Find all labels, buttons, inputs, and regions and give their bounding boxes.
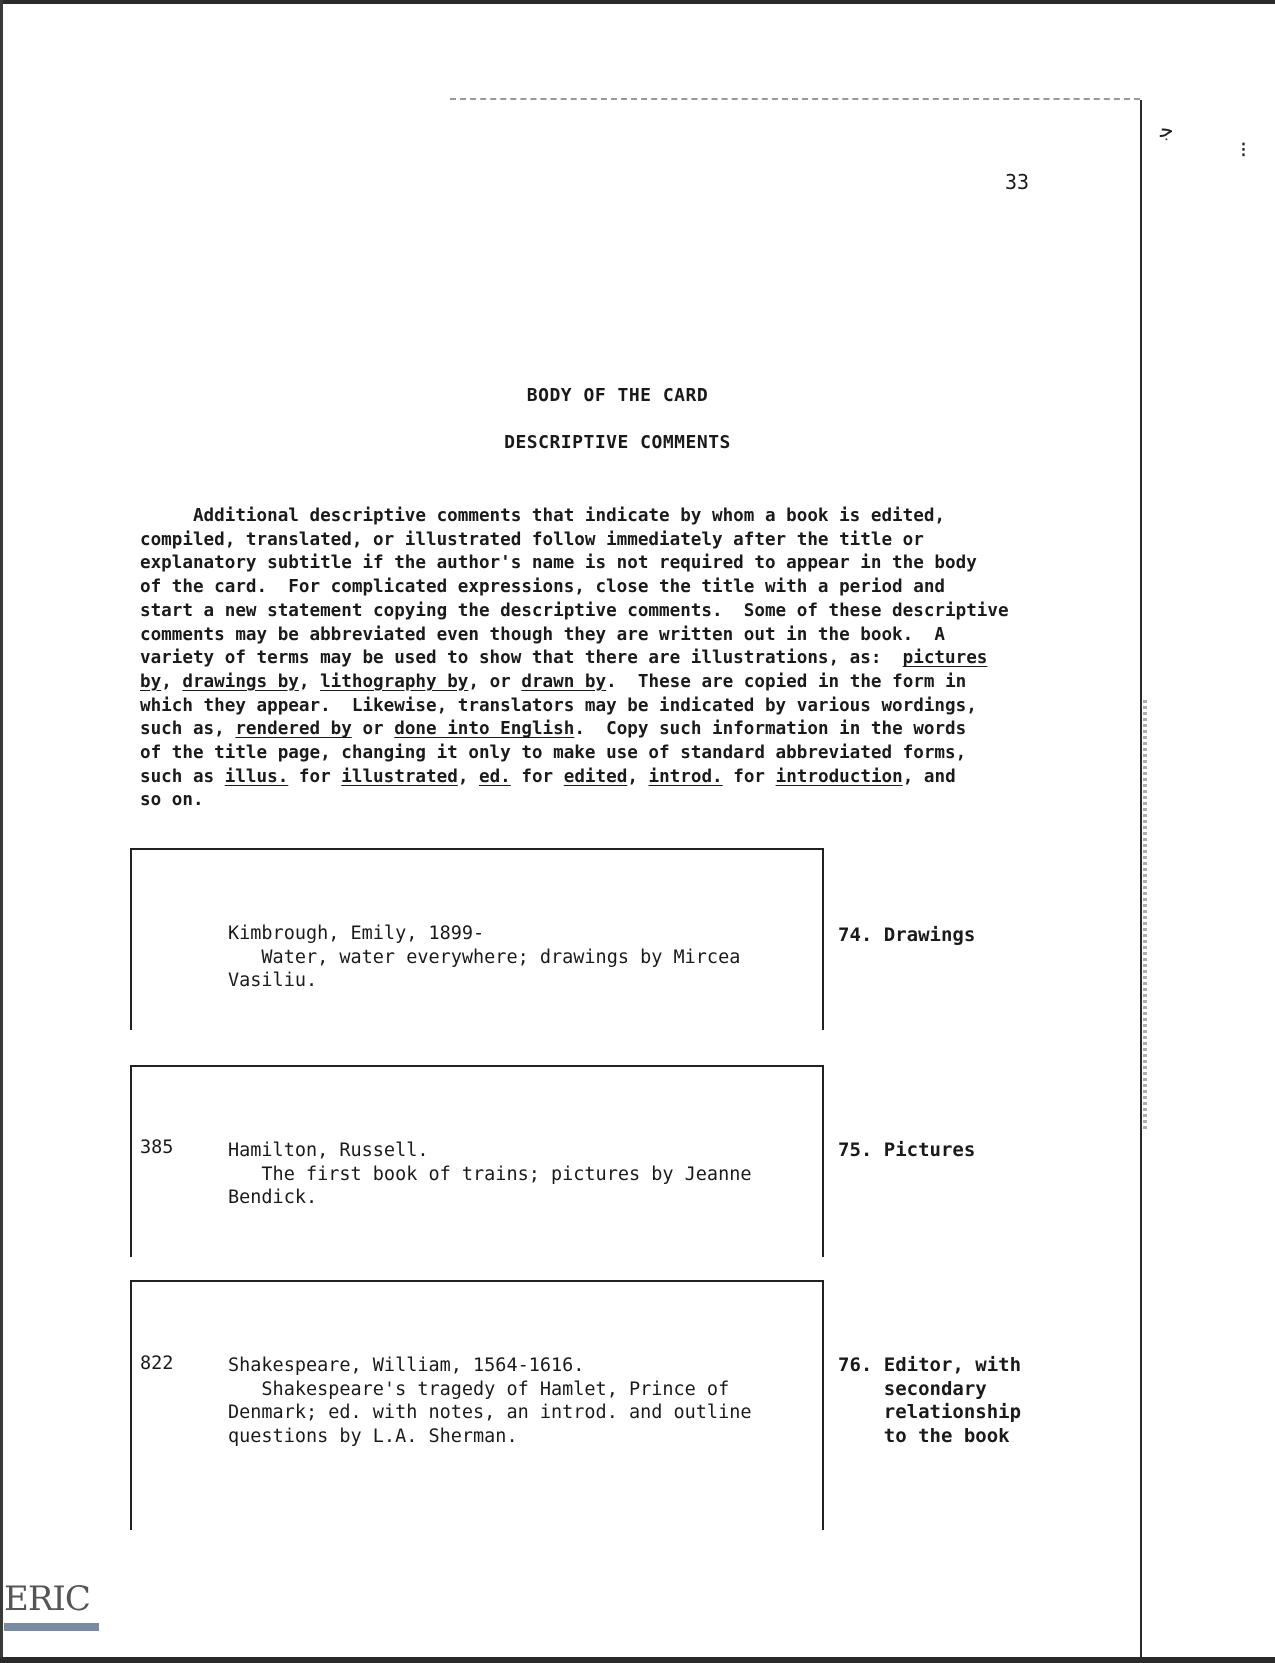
scan-mark: ﺟ xyxy=(1160,118,1174,143)
eric-logo-bar xyxy=(4,1623,99,1631)
card-entry-text: Hamilton, Russell. The first book of trains; pictures by Jeanne Bendick. xyxy=(228,1140,752,1208)
paragraph-line xyxy=(140,505,1090,529)
paragraph-line xyxy=(140,718,1090,742)
paragraph-text: for xyxy=(288,766,342,787)
paragraph-line xyxy=(140,695,1090,719)
paragraph-line xyxy=(140,552,1090,576)
page-edge-left xyxy=(0,0,3,1663)
paragraph-text: comments may be abbreviated even though they are written out in the book. A xyxy=(140,624,946,645)
underlined-term: illustrated xyxy=(341,766,458,787)
example-label: 74. Drawings xyxy=(838,924,976,946)
paragraph-text: , xyxy=(298,671,321,692)
paragraph-text: for xyxy=(510,766,564,787)
underlined-term: edited xyxy=(563,766,628,787)
underlined-term: drawings by xyxy=(182,671,299,692)
paragraph-text: for xyxy=(722,766,776,787)
underlined-term: by xyxy=(140,671,162,692)
paragraph-text: . Copy such information in the words xyxy=(574,719,967,740)
paragraph-line xyxy=(140,576,1090,600)
paragraph-text: such as, xyxy=(140,719,236,740)
page-number: 33 xyxy=(1005,170,1030,194)
scan-mark: ⁝ xyxy=(1240,138,1247,163)
paragraph-text: of the title page, changing it only to make use of standard abbreviated forms, xyxy=(140,743,967,764)
paragraph-line xyxy=(140,671,1090,695)
paragraph-text: of the card. For complicated expressions, close the title with a period and xyxy=(140,577,946,598)
paragraph-text: . These are copied in the form in xyxy=(606,671,967,692)
right-margin-strip xyxy=(1143,700,1147,1130)
underlined-term: pictures xyxy=(902,648,988,669)
card-entry-text: Kimbrough, Emily, 1899- Water, water everywhere; drawings by Mircea Vasiliu. xyxy=(228,923,741,991)
underlined-term: done into English xyxy=(394,719,575,740)
paragraph-line xyxy=(140,624,1090,648)
paragraph-text: , or xyxy=(468,671,522,692)
descriptive-comments-paragraph xyxy=(140,505,1090,813)
paragraph-text: which they appear. Likewise, translators may be indicated by various wordings, xyxy=(140,695,977,716)
paragraph-text: , xyxy=(457,766,479,787)
underlined-term: lithography by xyxy=(320,671,469,692)
paragraph-line xyxy=(140,600,1090,624)
eric-logo xyxy=(4,1575,99,1631)
paragraph-text: so on. xyxy=(140,790,204,811)
call-number: 385 xyxy=(140,1137,174,1158)
page-subheading: DESCRIPTIVE COMMENTS xyxy=(504,432,731,453)
underlined-term: drawn by xyxy=(521,671,607,692)
paragraph-text: , xyxy=(161,671,183,692)
underlined-term: rendered by xyxy=(235,719,352,740)
paragraph-line xyxy=(140,647,1090,671)
paragraph-text: Additional descriptive comments that indicate by whom a book is edited, xyxy=(140,506,946,526)
underlined-term: introd. xyxy=(648,766,723,787)
page-edge-bottom xyxy=(0,1657,1275,1663)
card-entry-text: Shakespeare, William, 1564-1616. Shakespeare's tragedy of Hamlet, Prince of Denmark; ed. with notes, an introd. and outline questions by L.A. Sherman. xyxy=(228,1355,752,1447)
paragraph-text: start a new statement copying the descriptive comments. Some of these descriptive xyxy=(140,600,1009,621)
underlined-term: introduction xyxy=(775,766,903,787)
paragraph-text: or xyxy=(351,719,395,740)
paragraph-text: explanatory subtitle if the author's name is not required to appear in the body xyxy=(140,553,977,574)
eric-logo-text: ERIC xyxy=(4,1579,90,1619)
paragraph-text: , xyxy=(627,766,649,787)
page-edge-top xyxy=(0,0,1275,4)
paragraph-text: variety of terms may be used to show that there are illustrations, as: xyxy=(140,648,903,669)
paragraph-line xyxy=(140,529,1090,553)
paragraph-line xyxy=(140,766,1090,790)
paragraph-text: , and xyxy=(902,766,956,787)
scan-dash-line xyxy=(450,98,1140,100)
underlined-term: ed. xyxy=(479,766,511,787)
page-heading: BODY OF THE CARD xyxy=(526,385,709,406)
paragraph-line xyxy=(140,789,1090,813)
example-label: 76. Editor, with secondary relationship to the book xyxy=(838,1354,1022,1447)
underlined-term: illus. xyxy=(224,766,289,787)
call-number: 822 xyxy=(140,1353,174,1374)
paragraph-text: compiled, translated, or illustrated follow immediately after the title or xyxy=(140,529,924,550)
right-margin-rule xyxy=(1140,100,1142,1657)
example-label: 75. Pictures xyxy=(838,1139,976,1161)
paragraph-line xyxy=(140,742,1090,766)
paragraph-text: such as xyxy=(140,766,225,787)
